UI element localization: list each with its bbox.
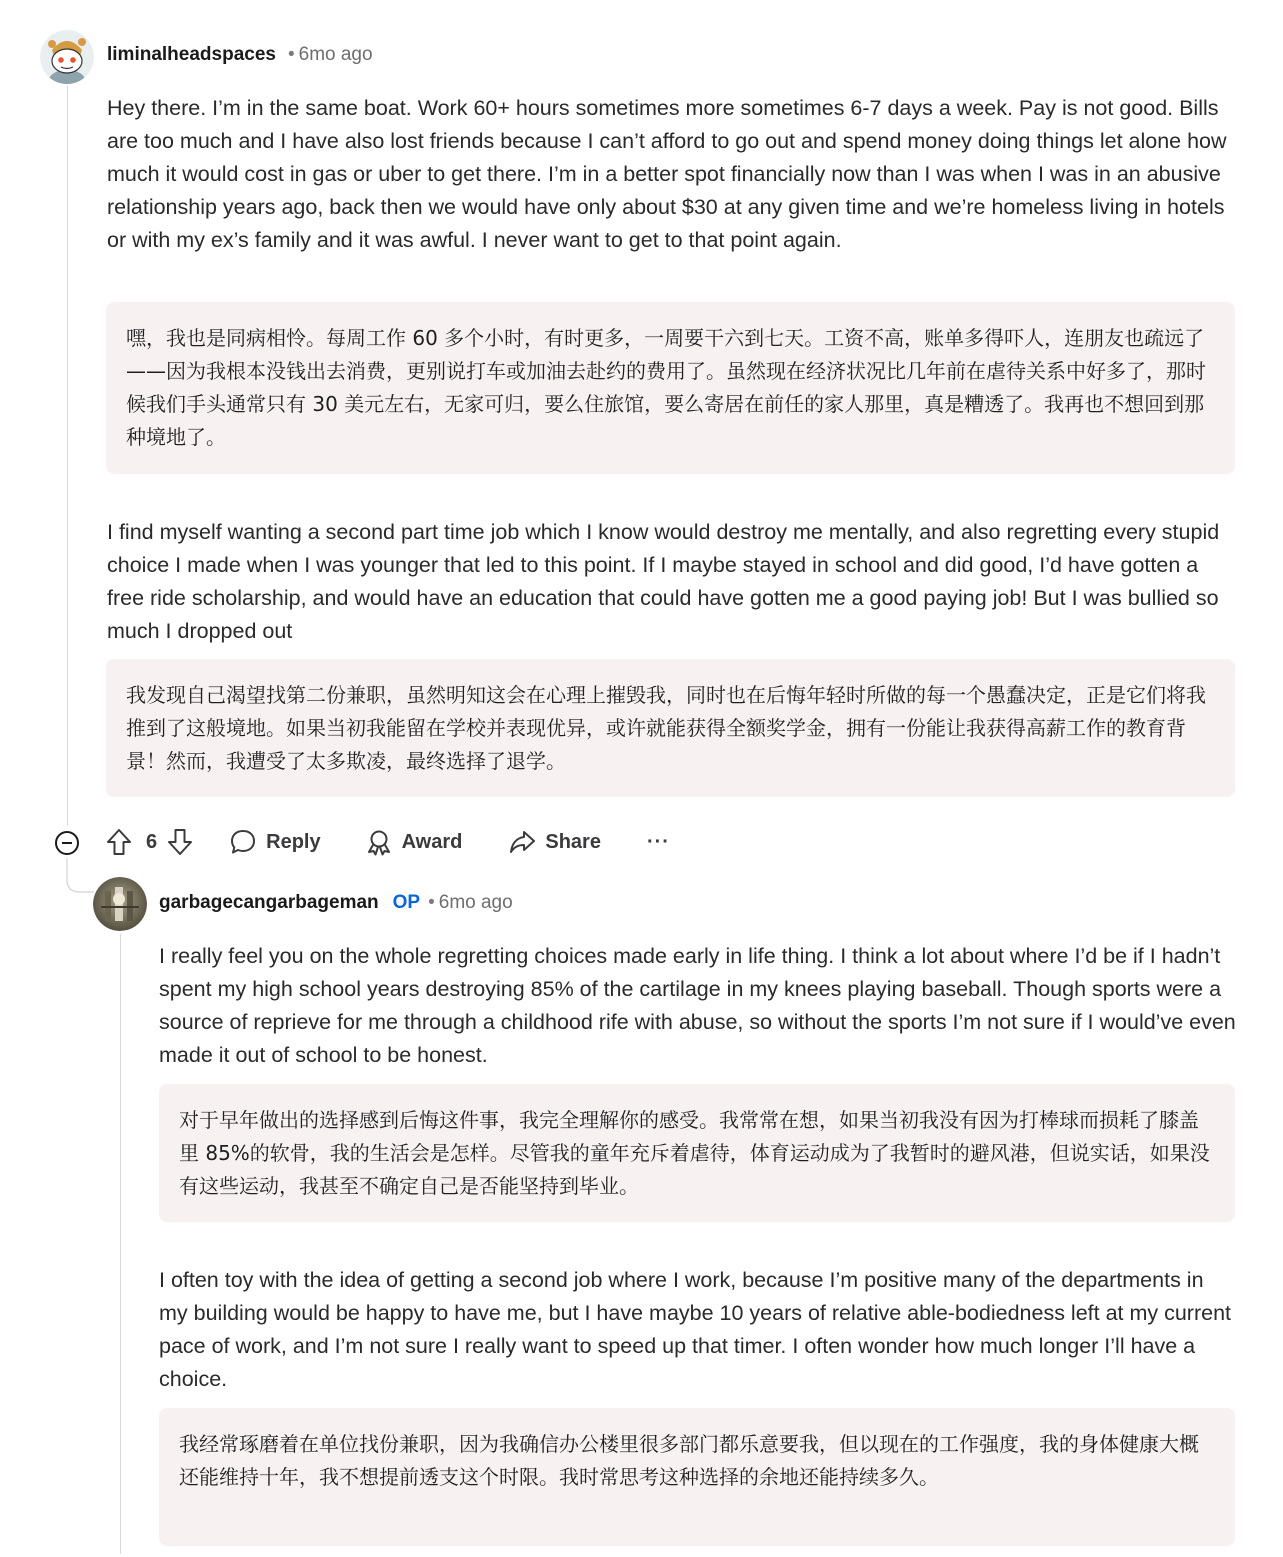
share-label: Share (545, 830, 601, 853)
comment-thread-line[interactable] (67, 86, 68, 826)
meta-separator: • (287, 44, 295, 65)
translation-box-1: 嘿，我也是同病相怜。每周工作 60 多个小时，有时更多，一周要干六到七天。工资不高，账单多得吓人，连朋友也疏远了——因为我根本没钱出去消费，更别说打车或加油去赴约的费用了。虽然现在经济状况比几年前在虐待关系中好多了，那时候我们手头通常只有 30 美元左右，无家可归，要么住旅馆，要么寄居在前任的家人那里，真是糟透了。我再也不想回到那种境地了。 (106, 302, 1235, 474)
reply-label: Reply (266, 830, 321, 853)
reply-translation-box-2: 我经常琢磨着在单位找份兼职，因为我确信办公楼里很多部门都乐意要我，但以现在的工作强度，我的身体健康大概还能维持十年，我不想提前透支这个时限。我时常思考这种选择的余地还能持续多久。 (159, 1408, 1235, 1546)
op-badge: OP (392, 892, 421, 913)
reply-translation-box-1: 对于早年做出的选择感到后悔这件事，我完全理解你的感受。我常常在想，如果当初我没有因为打棒球而损耗了膝盖里 85%的软骨，我的生活会是怎样。尽管我的童年充斥着虐待，体育运动成为了我暂时的避风港，但说实话，如果没有这些运动，我甚至不确定自己是否能坚持到毕业。 (159, 1084, 1235, 1222)
award-ribbon-icon (365, 828, 393, 856)
award-label: Award (401, 830, 463, 853)
share-arrow-icon (508, 828, 536, 856)
timestamp[interactable]: 6mo ago (298, 44, 373, 65)
avatar[interactable] (40, 30, 94, 84)
reply-thread-line[interactable] (120, 934, 121, 1554)
reply-meta (159, 892, 513, 914)
upvote-arrow-icon (106, 828, 132, 856)
downvote-arrow-icon (167, 828, 193, 856)
comment-action-bar (106, 828, 670, 856)
comment-paragraph-1: Hey there. I’m in the same boat. Work 60+ hours sometimes more sometimes 6-7 days a week. Pay is not good. Bills are too much and I have also lost friends because I can’t afford to go out and spend money doing things let alone how much it would cost in gas or uber to get there. I’m in a better spot financially now than I was when I was in an abusive relationship years ago, back then we would have only about $30 at any given time and we’re homeless living in hotels or with my ex’s family and it was awful. I never want to get to that point again. (107, 96, 1227, 252)
collapse-minus-icon (54, 830, 80, 856)
reply-paragraph-2: I often toy with the idea of getting a second job where I work, because I’m positive many of the departments in my building would be happy to have me, but I have maybe 10 years of relative able-bodiedness left at my current pace of work, and I’m not sure I really want to speed up that timer. I often wonder how much longer I’ll have a choice. (159, 1268, 1232, 1391)
collapse-thread-button[interactable] (54, 830, 80, 861)
reply-button[interactable] (229, 828, 320, 856)
translation-box-2: 我发现自己渴望找第二份兼职，虽然明知这会在心理上摧毁我，同时也在后悔年轻时所做的每一个愚蠢决定，正是它们将我推到了这般境地。如果当初我能留在学校并表现优异，或许就能获得全额奖学金，拥有一份能让我获得高薪工作的教育背景！然而，我遭受了太多欺凌，最终选择了退学。 (106, 659, 1235, 797)
chat-bubble-icon (229, 828, 257, 856)
snoo-avatar-icon (40, 30, 94, 84)
more-options-button[interactable] (647, 831, 670, 854)
comment-paragraph-2: I find myself wanting a second part time job which I know would destroy me mentally, and also regretting every stupid choice I made when I was younger that led to this point. If I maybe stayed in school and did good, I’d have gotten a free ride scholarship, and would have an education that could have gotten me a good paying job! But I was bullied so much I dropped out (107, 520, 1220, 643)
comment-meta (107, 44, 373, 66)
reply-username[interactable]: garbagecangarbageman (159, 892, 379, 913)
more-options-icon: ··· (646, 830, 670, 853)
downvote-button[interactable] (167, 828, 193, 856)
vote-count: 6 (146, 830, 158, 853)
award-button[interactable] (365, 828, 463, 856)
username[interactable]: liminalheadspaces (107, 44, 276, 65)
thread-connector (66, 858, 96, 898)
upvote-button[interactable] (106, 828, 132, 856)
reply-avatar[interactable] (93, 877, 147, 931)
share-button[interactable] (508, 828, 601, 856)
reply-timestamp[interactable]: 6mo ago (438, 892, 513, 913)
reply-paragraph-1: I really feel you on the whole regretting choices made early in life thing. I think a lot about where I’d be if I hadn’t spent my high school years destroying 85% of the cartilage in my knees playing baseball. Though sports were a source of reprieve for me through a childhood rife with abuse, so without the sports I’m not sure if I would’ve even made it out of school to be honest. (159, 944, 1236, 1067)
meta-separator: • (428, 892, 435, 913)
photo-avatar-icon (93, 877, 147, 931)
